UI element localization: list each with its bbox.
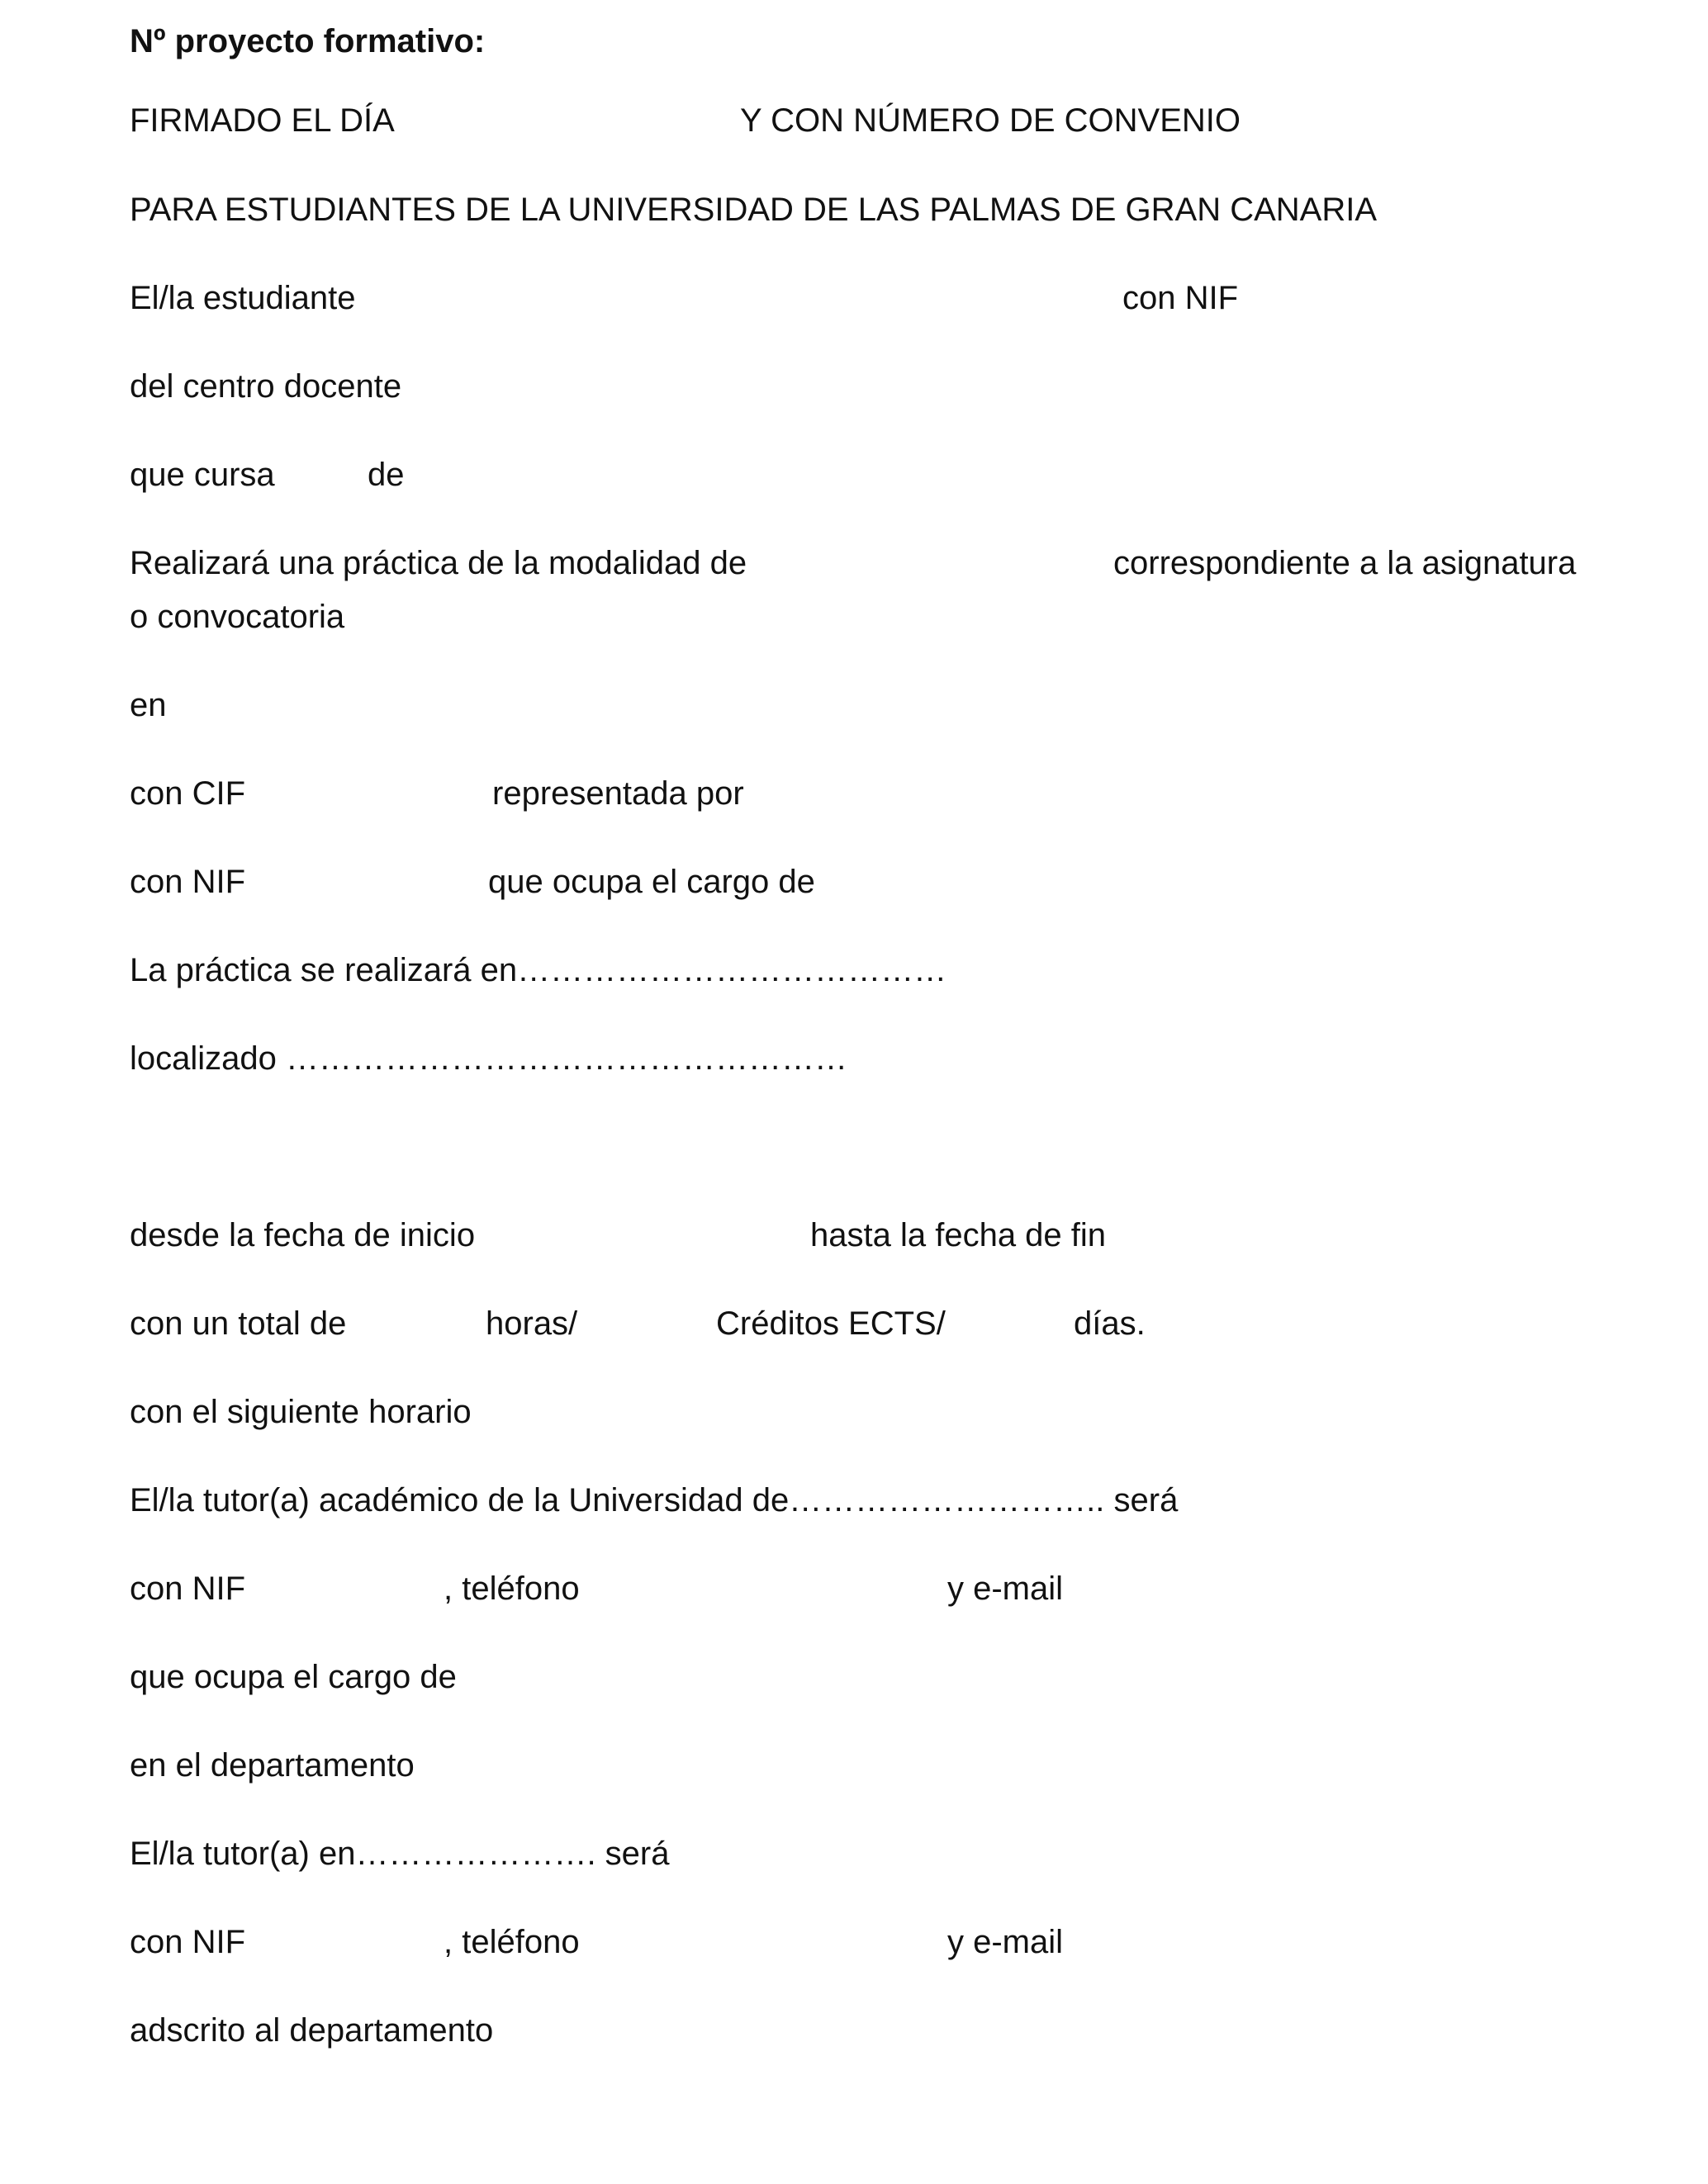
external-tutor-phone-label: , teléfono: [444, 1924, 580, 1960]
signed-on-label: FIRMADO EL DÍA: [130, 102, 395, 139]
total-label: con un total de: [130, 1305, 347, 1342]
days-label: días.: [1074, 1305, 1146, 1342]
student-label: El/la estudiante: [130, 280, 356, 316]
external-tutor-email-label: y e-mail: [947, 1924, 1064, 1960]
studies-label: que cursa: [130, 457, 275, 493]
academic-tutor-nif-label: con NIF: [130, 1570, 246, 1607]
timetable-label: con el siguiente horario: [130, 1394, 472, 1430]
hours-label: horas/: [486, 1305, 578, 1342]
academic-tutor-label: El/la tutor(a) académico de la Universidad de……………………….. será: [130, 1482, 1179, 1518]
end-date-label: hasta la fecha de fin: [810, 1217, 1107, 1253]
cif-label: con CIF: [130, 775, 246, 812]
project-number-label: Nº proyecto formativo:: [130, 23, 486, 59]
call-label: o convocatoria: [130, 599, 345, 635]
representative-position-label: que ocupa el cargo de: [488, 864, 815, 900]
agreement-number-label: Y CON NÚMERO DE CONVENIO: [740, 102, 1241, 139]
external-tutor-department-label: adscrito al departamento: [130, 2012, 494, 2049]
academic-tutor-position-label: que ocupa el cargo de: [130, 1659, 457, 1695]
modality-label: Realizará una práctica de la modalidad de: [130, 545, 747, 581]
practice-place-label: La práctica se realizará en…………………………………: [130, 952, 947, 988]
center-label: del centro docente: [130, 368, 402, 405]
in-label: en: [130, 687, 167, 723]
external-tutor-label: El/la tutor(a) en…………………. será: [130, 1836, 670, 1872]
students-of-label: PARA ESTUDIANTES DE LA UNIVERSIDAD DE LAS PALMAS DE GRAN CANARIA: [130, 192, 1378, 228]
start-date-label: desde la fecha de inicio: [130, 1217, 476, 1253]
academic-tutor-phone-label: , teléfono: [444, 1570, 580, 1607]
ects-label: Créditos ECTS/: [716, 1305, 946, 1342]
subject-label: correspondiente a la asignatura: [1113, 545, 1577, 581]
student-nif-label: con NIF: [1122, 280, 1239, 316]
representative-nif-label: con NIF: [130, 864, 246, 900]
studies-of-label: de: [368, 457, 405, 493]
located-label: localizado ……………………………………………: [130, 1040, 848, 1077]
academic-tutor-department-label: en el departamento: [130, 1747, 415, 1784]
academic-tutor-email-label: y e-mail: [947, 1570, 1064, 1607]
represented-by-label: representada por: [492, 775, 744, 812]
external-tutor-nif-label: con NIF: [130, 1924, 246, 1960]
